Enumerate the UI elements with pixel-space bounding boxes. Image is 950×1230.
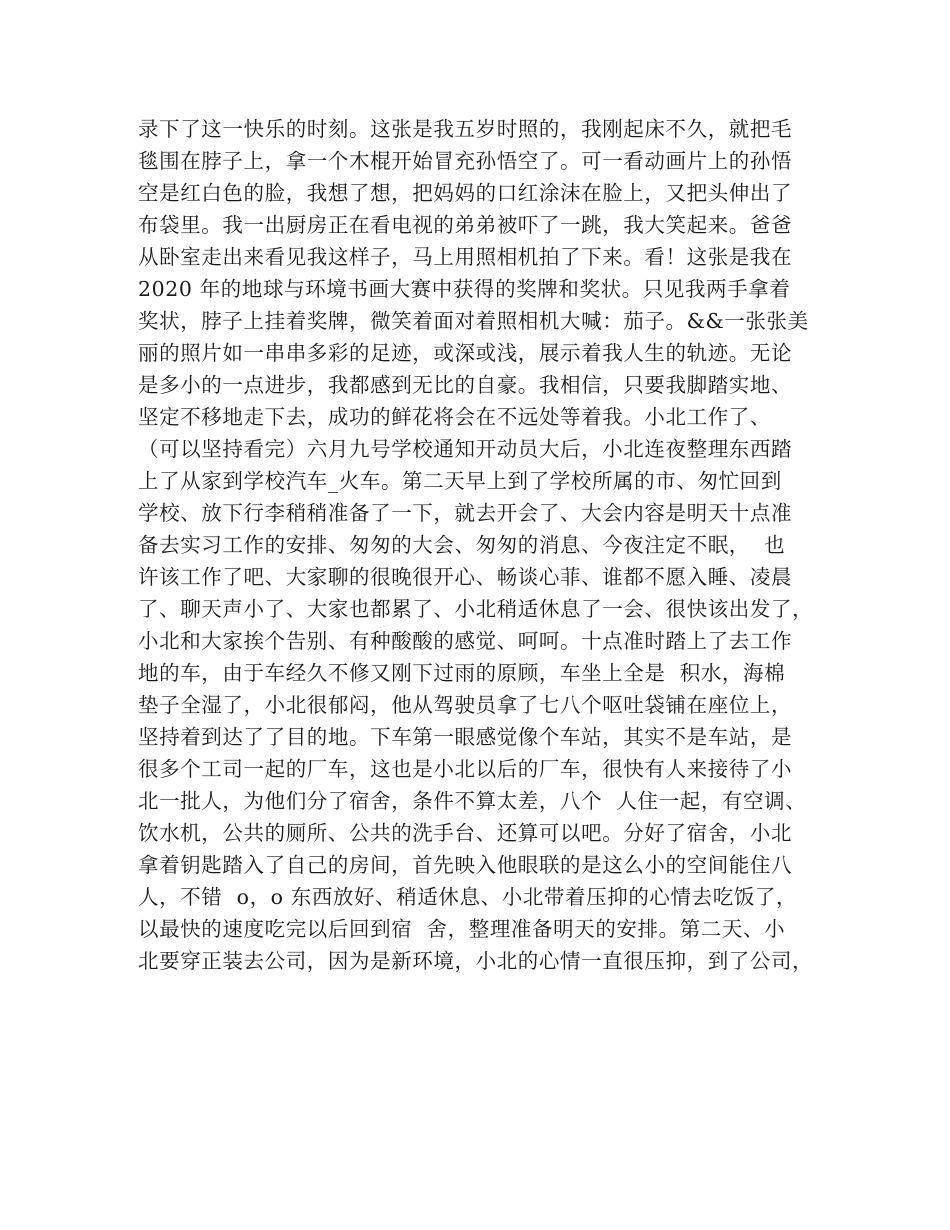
text-line: 坚持着到达了了目的地。下车第一眼感觉像个车站，其实不是车站，是 bbox=[138, 725, 793, 749]
text-line: 毯围在脖子上，拿一个木棍开始冒充孙悟空了。可一看动画片上的孙悟 bbox=[138, 149, 793, 173]
text-line: 垫子全湿了，小北很郁闷，他从驾驶员拿了七八个呕吐袋铺在座位上， bbox=[138, 693, 793, 717]
text-line: 许该工作了吧、大家聊的很晚很开心、畅谈心菲、谁都不愿入睡、凌晨 bbox=[138, 565, 793, 589]
text-line: 丽的照片如一串串多彩的足迹，或深或浅，展示着我人生的轨迹。无论 bbox=[138, 341, 793, 365]
text-line: 以最快的速度吃完以后回到宿 舍，整理准备明天的安排。第二天、小 bbox=[138, 917, 786, 941]
text-line: 拿着钥匙踏入了自己的房间，首先映入他眼联的是这么小的空间能住八 bbox=[138, 853, 793, 877]
text-line: 饮水机，公共的厕所、公共的洗手台、还算可以吧。分好了宿舍，小北 bbox=[138, 821, 793, 845]
text-line: （可以坚持看完）六月九号学校通知开动员大后，小北连夜整理东西踏 bbox=[138, 437, 793, 461]
text-line: 学校、放下行李稍稍准备了一下，就去开会了、大会内容是明天十点准 bbox=[138, 501, 793, 525]
text-line: 了、聊天声小了、大家也都累了、小北稍适休息了一会、很快该出发了， bbox=[138, 597, 814, 621]
text-line: 北一批人，为他们分了宿舍，条件不算太差，八个 人住一起，有空调、 bbox=[138, 789, 807, 813]
text-line: 地的车，由于车经久不修又刚下过雨的原顾，车坐上全是 积水，海棉 bbox=[138, 661, 786, 685]
text-line: 2020 年的地球与环境书画大赛中获得的奖牌和奖状。只见我两手拿着 bbox=[138, 277, 791, 301]
text-line: 北要穿正装去公司，因为是新环境，小北的心情一直很压抑，到了公司， bbox=[138, 949, 814, 973]
text-line: 空是红白色的脸，我想了想，把妈妈的口红涂沫在脸上，又把头伸出了 bbox=[138, 181, 793, 205]
text-line: 备去实习工作的安排、匆匆的大会、匆匆的消息、今夜注定不眠， 也 bbox=[138, 533, 786, 557]
text-line: 奖状，脖子上挂着奖牌，微笑着面对着照相机大喊：茄子。&&一张张美 bbox=[138, 309, 809, 333]
text-line: 小北和大家挨个告别、有种酸酸的感觉、呵呵。十点准时踏上了去工作 bbox=[138, 629, 793, 653]
text-line: 人，不错 o，o 东西放好、稍适休息、小北带着压抑的心情去吃饭了， bbox=[138, 885, 798, 909]
text-line: 录下了这一快乐的时刻。这张是我五岁时照的，我刚起床不久，就把毛 bbox=[138, 117, 793, 141]
text-line: 很多个工司一起的厂车，这也是小北以后的厂车，很快有人来接待了小 bbox=[138, 757, 793, 781]
document-body bbox=[138, 113, 828, 977]
text-line: 坚定不移地走下去，成功的鲜花将会在不远处等着我。小北工作了、 bbox=[138, 405, 771, 429]
text-line: 布袋里。我一出厨房正在看电视的弟弟被吓了一跳，我大笑起来。爸爸 bbox=[138, 213, 793, 237]
text-line: 从卧室走出来看见我这样子，马上用照相机拍了下来。看！这张是我在 bbox=[138, 245, 793, 269]
text-line: 上了从家到学校汽车_火车。第二天早上到了学校所属的市、匆忙回到 bbox=[138, 469, 782, 493]
text-line: 是多小的一点进步，我都感到无比的自豪。我相信，只要我脚踏实地、 bbox=[138, 373, 793, 397]
